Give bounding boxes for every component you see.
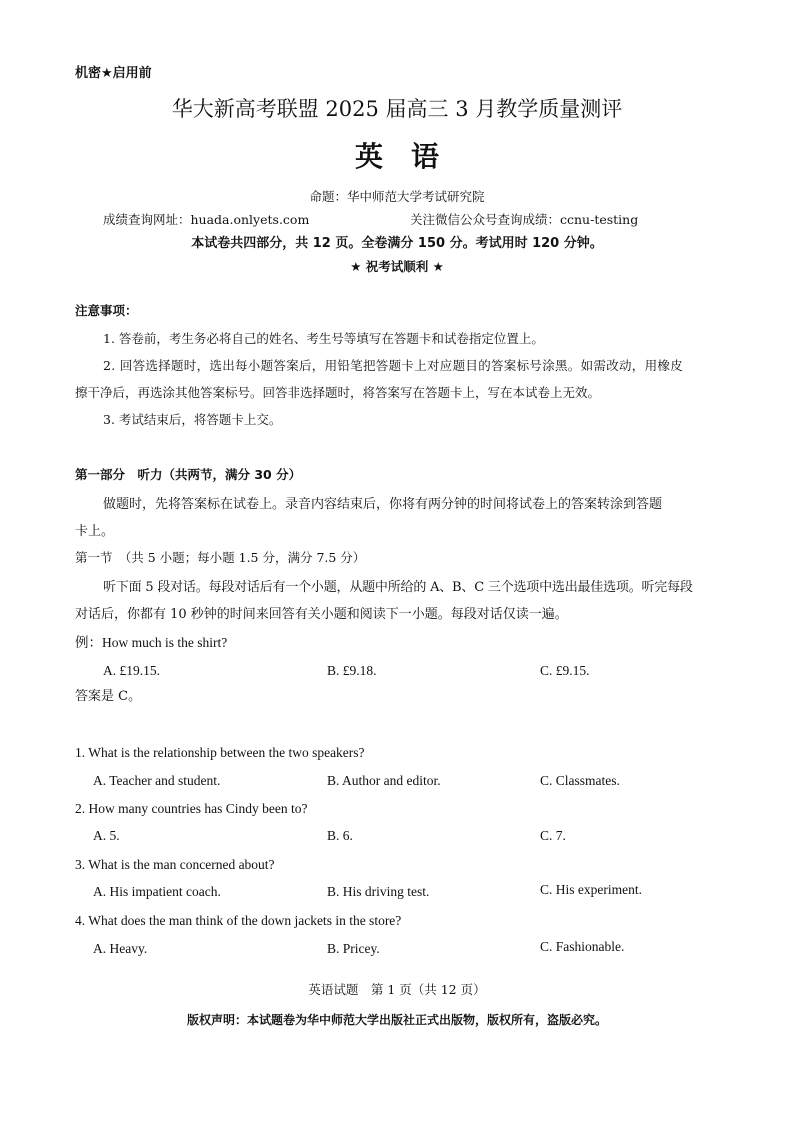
question-2: 2. How many countries has Cindy been to? — [75, 801, 308, 816]
example-option-c: C. £9.15. — [540, 663, 590, 678]
example-question: 例：How much is the shirt? — [75, 635, 228, 650]
section1-instructions-cont: 对话后，你都有 10 秒钟的时间来回答有关小题和阅读下一小题。每段对话仅读一遍。 — [75, 607, 568, 622]
q1-option-b: B. Author and editor. — [327, 773, 441, 788]
part1-intro-cont: 卡上。 — [75, 524, 115, 539]
part1-heading: 第一部分 听力（共两节，满分 30 分） — [75, 467, 302, 482]
notice-item-cont: 擦干净后，再选涂其他答案标号。回答非选择题时，将答案写在答题卡上，写在本试卷上无效。 — [75, 385, 601, 400]
q4-option-a: A. Heavy. — [93, 941, 148, 956]
section1-instructions: 听下面 5 段对话。每段对话后有一个小题，从题中所给的 A、B、C 三个选项中选出最佳选项。听完每段 — [103, 580, 693, 595]
q2-option-c: C. 7. — [540, 828, 566, 843]
exam-title: 华大新高考联盟 2025 届高三 3 月教学质量测评 — [171, 97, 623, 121]
example-answer: 答案是 C。 — [75, 689, 142, 704]
copyright-notice: 版权声明：本试题卷为华中师范大学出版社正式出版物，版权所有，盗版必究。 — [186, 1013, 607, 1027]
confidential-label: 机密★启用前 — [75, 66, 152, 81]
wechat-info: 关注微信公众号查询成绩：ccnu-testing — [410, 212, 639, 227]
question-3: 3. What is the man concerned about? — [75, 857, 275, 872]
notice-item: 2. 回答选择题时，选出每小题答案后，用铅笔把答题卡上对应题目的答案标号涂黑。如需改动，用橡皮 — [103, 358, 684, 373]
question-4: 4. What does the man think of the down jackets in the store? — [75, 913, 402, 928]
author-line: 命题：华中师范大学考试研究院 — [309, 189, 485, 204]
q4-option-c: C. Fashionable. — [540, 939, 625, 954]
q2-option-a: A. 5. — [93, 828, 120, 843]
q3-option-b: B. His driving test. — [327, 884, 430, 899]
q2-option-b: B. 6. — [327, 828, 353, 843]
subject-title: 英 语 — [354, 140, 439, 173]
section1-heading: 第一节 （共 5 小题；每小题 1.5 分，满分 7.5 分） — [75, 550, 366, 565]
example-option-a: A. £19.15. — [103, 663, 160, 678]
notice-heading: 注意事项： — [75, 303, 138, 318]
notice-item: 3. 考试结束后，将答题卡上交。 — [103, 412, 282, 427]
question-1: 1. What is the relationship between the two speakers? — [75, 745, 365, 760]
q3-option-a: A. His impatient coach. — [93, 884, 221, 899]
score-site: 成绩查询网址：huada.onlyets.com — [103, 212, 310, 227]
q1-option-c: C. Classmates. — [540, 773, 620, 788]
q1-option-a: A. Teacher and student. — [93, 773, 221, 788]
exam-summary: 本试卷共四部分，共 12 页。全卷满分 150 分。考试用时 120 分钟。 — [191, 236, 603, 251]
good-luck: ★ 祝考试顺利 ★ — [350, 259, 444, 274]
part1-intro: 做题时，先将答案标在试卷上。录音内容结束后，你将有两分钟的时间将试卷上的答案转涂到答题 — [103, 497, 663, 512]
notice-item: 1. 答卷前，考生务必将自己的姓名、考生号等填写在答题卡和试卷指定位置上。 — [103, 331, 544, 346]
q3-option-c: C. His experiment. — [540, 882, 642, 897]
example-option-b: B. £9.18. — [327, 663, 377, 678]
page-footer: 英语试题 第 1 页（共 12 页） — [308, 982, 486, 997]
q4-option-b: B. Pricey. — [327, 941, 380, 956]
